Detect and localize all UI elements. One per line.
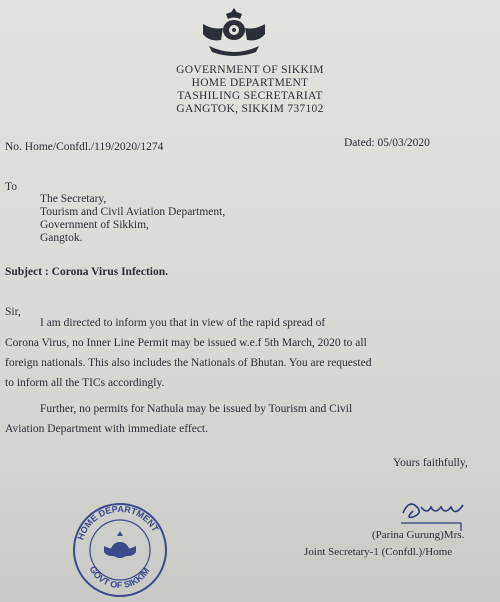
header-address: GANGTOK, SIKKIM 737102: [176, 103, 324, 115]
svg-text:GOVT OF SIKKIM: GOVT OF SIKKIM: [87, 564, 152, 591]
body-line: to inform all the TICs accordingly.: [5, 377, 165, 389]
letter-date: Dated: 05/03/2020: [344, 137, 430, 149]
official-seal-icon: [70, 500, 170, 600]
salutation: Sir,: [5, 306, 21, 318]
subject-line: Subject : Corona Virus Infection.: [5, 266, 169, 278]
body-line: I am directed to inform you that in view of the rapid spread of: [40, 317, 326, 329]
to-label: To: [5, 181, 17, 193]
body-line: Aviation Department with immediate effect.: [5, 423, 208, 435]
body-line: Further, no permits for Nathula may be issued by Tourism and Civil: [40, 403, 353, 415]
recipient-line: The Secretary,: [40, 193, 107, 205]
recipient-line: Gangtok.: [40, 232, 83, 244]
signature-icon: [397, 493, 477, 533]
recipient-line: Government of Sikkim,: [40, 219, 149, 231]
signatory-name: (Parina Gurung)Mrs.: [372, 529, 465, 541]
recipient-line: Tourism and Civil Aviation Department,: [40, 206, 226, 218]
body-line: foreign nationals. This also includes the Nationals of Bhutan. You are requested: [5, 357, 372, 369]
svg-text:HOME DEPARTMENT: HOME DEPARTMENT: [75, 503, 161, 542]
reference-number: No. Home/Confdl./119/2020/1274: [5, 141, 164, 153]
state-emblem-icon: [199, 6, 269, 60]
header-secretariat: TASHILING SECRETARIAT: [177, 90, 323, 102]
signatory-designation: Joint Secretary-1 (Confdl.)/Home: [304, 546, 453, 558]
closing: Yours faithfully,: [393, 457, 468, 469]
body-line: Corona Virus, no Inner Line Permit may be issued w.e.f 5th March, 2020 to all: [5, 337, 367, 349]
header-government: GOVERNMENT OF SIKKIM: [176, 64, 324, 76]
header-department: HOME DEPARTMENT: [191, 77, 309, 89]
